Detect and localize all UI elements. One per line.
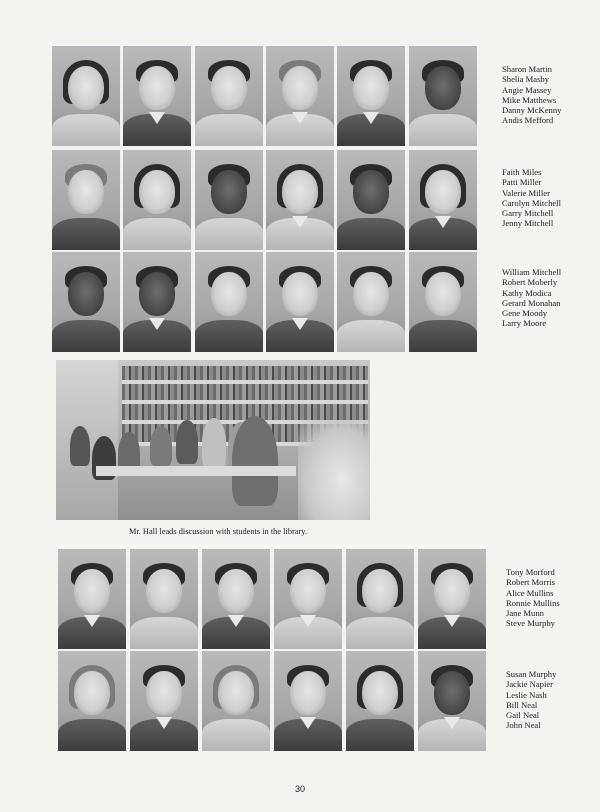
student-name: Danny McKenny <box>502 105 562 116</box>
student-name: Leslie Nash <box>506 689 547 700</box>
student-name: Shelia Masby <box>502 74 550 85</box>
portrait-photo <box>195 150 263 250</box>
library-photo <box>56 360 370 520</box>
student-name: Patti Miller <box>502 177 542 188</box>
student-name: Ronnie Mullins <box>506 597 560 608</box>
student-name: Jackie Napier <box>506 679 554 690</box>
portrait-photo <box>195 252 263 352</box>
student-name: Robert Moberly <box>502 277 558 288</box>
student-name: Bill Neal <box>506 699 538 710</box>
student-name: Faith Miles <box>502 167 542 177</box>
portrait-photo <box>202 651 270 751</box>
portrait-photo <box>202 549 270 649</box>
portrait-row-1 <box>52 46 486 146</box>
portrait-photo <box>274 651 342 751</box>
portrait-photo <box>337 252 405 352</box>
page-number: 30 <box>294 784 305 794</box>
portrait-photo <box>274 549 342 649</box>
portrait-row-5 <box>58 651 490 751</box>
portrait-photo <box>123 46 191 146</box>
student-name: Alice Mullins <box>506 587 554 598</box>
portrait-photo <box>52 252 120 352</box>
names-list-row-5 <box>506 669 556 731</box>
student-name: William Mitchell <box>502 267 562 277</box>
portrait-row-3 <box>52 252 486 352</box>
student-name: John Neal <box>506 720 541 731</box>
student-name: Jane Munn <box>506 608 544 619</box>
student-name: Jenny Mitchell <box>502 218 554 229</box>
portrait-photo <box>418 549 486 649</box>
student-name: Valerie Miller <box>502 187 550 198</box>
portrait-photo <box>337 150 405 250</box>
student-name: Tony Morford <box>506 567 555 577</box>
portrait-photo <box>346 651 414 751</box>
student-name: Robert Morris <box>506 577 555 588</box>
portrait-photo <box>418 651 486 751</box>
student-name: Larry Moore <box>502 318 547 329</box>
portrait-photo <box>266 150 334 250</box>
portrait-photo <box>337 46 405 146</box>
portrait-photo <box>409 46 477 146</box>
names-list-row-4 <box>506 567 560 629</box>
names-list-row-3 <box>502 267 561 329</box>
student-name: Angie Massey <box>502 84 552 95</box>
student-name: Kathy Modica <box>502 287 552 298</box>
photo-caption: Mr. Hall leads discussion with students in the library. <box>128 527 308 536</box>
student-name: Steve Murphy <box>506 618 555 629</box>
portrait-photo <box>123 150 191 250</box>
portrait-photo <box>409 252 477 352</box>
portrait-row-2 <box>52 150 486 250</box>
portrait-row-4 <box>58 549 490 649</box>
portrait-photo <box>58 549 126 649</box>
student-name: Susan Murphy <box>506 669 557 679</box>
student-name: Andis Mefford <box>502 115 554 126</box>
student-name: Gail Neal <box>506 710 540 721</box>
student-name: Gerard Monahan <box>502 297 561 308</box>
student-name: Mike Matthews <box>502 94 557 105</box>
names-list-row-2 <box>502 167 561 229</box>
names-list-row-1 <box>502 64 561 126</box>
portrait-photo <box>58 651 126 751</box>
portrait-photo <box>52 46 120 146</box>
student-name: Gene Moody <box>502 308 548 319</box>
portrait-photo <box>130 549 198 649</box>
portrait-photo <box>52 150 120 250</box>
portrait-photo <box>195 46 263 146</box>
student-name: Garry Mitchell <box>502 208 554 219</box>
portrait-photo <box>266 252 334 352</box>
portrait-photo <box>123 252 191 352</box>
portrait-photo <box>266 46 334 146</box>
student-name: Carolyn Mitchell <box>502 197 561 208</box>
portrait-photo <box>409 150 477 250</box>
portrait-photo <box>346 549 414 649</box>
portrait-photo <box>130 651 198 751</box>
student-name: Sharon Martin <box>502 64 552 74</box>
